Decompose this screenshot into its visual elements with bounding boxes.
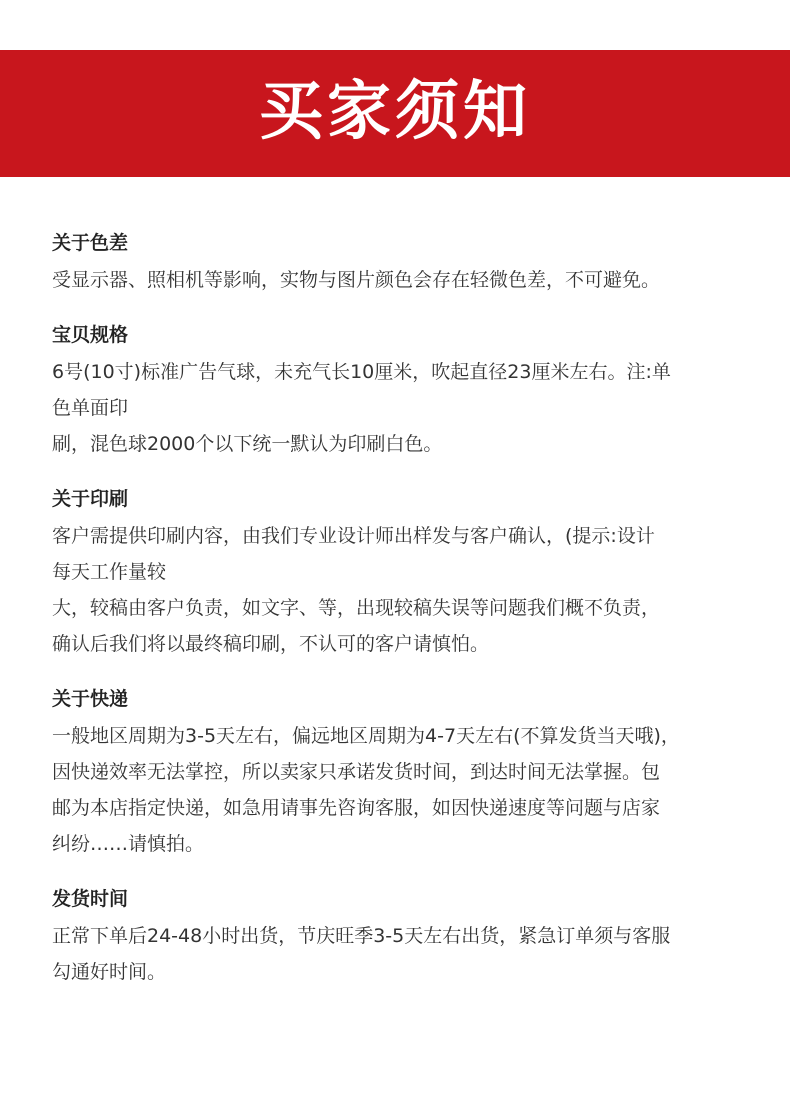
section-text-line: 正常下单后24-48小时出货，节庆旺季3-5天左右出货，紧急订单须与客服 (52, 925, 671, 947)
section-text-line: 勾通好时间。 (52, 961, 167, 983)
page-title: 买家须知 (259, 74, 531, 149)
section-product-spec (52, 320, 752, 462)
section-text-line: 6号(10寸)标准广告气球，未充气长10厘米，吹起直径23厘米左右。注:单 (52, 361, 671, 383)
section-heading: 关于快递 (52, 688, 129, 710)
section-text-line: 确认后我们将以最终稿印刷，不认可的客户请慎怕。 (52, 633, 490, 655)
section-color-difference (52, 228, 752, 298)
section-shipping-time (52, 884, 752, 990)
section-delivery (52, 684, 752, 862)
section-text-line: 每天工作量较 (52, 561, 167, 583)
section-heading: 关于印刷 (52, 488, 129, 510)
section-text-line: 刷，混色球2000个以下统一默认为印刷白色。 (52, 433, 443, 455)
section-text-line: 受显示器、照相机等影响，实物与图片颜色会存在轻微色差，不可避免。 (52, 269, 661, 291)
section-text-line: 色单面印 (52, 397, 129, 419)
section-heading: 发货时间 (52, 888, 129, 910)
section-text-line: 邮为本店指定快递，如急用请事先咨询客服，如因快递速度等问题与店家 (52, 797, 661, 819)
notice-content (52, 228, 752, 1012)
section-printing (52, 484, 752, 662)
section-text-line: 一般地区周期为3-5天左右，偏远地区周期为4-7天左右(不算发货当天哦)， (52, 725, 680, 747)
section-text-line: 纠纷……请慎拍。 (52, 833, 205, 855)
section-text-line: 大，较稿由客户负责，如文字、等，出现较稿失误等问题我们概不负责， (52, 597, 661, 619)
section-text-line: 客户需提供印刷内容，由我们专业设计师出样发与客户确认，(提示:设计 (52, 525, 655, 547)
title-banner (0, 50, 790, 177)
section-heading: 宝贝规格 (52, 324, 129, 346)
section-text-line: 因快递效率无法掌控，所以卖家只承诺发货时间，到达时间无法掌握。包 (52, 761, 661, 783)
section-heading: 关于色差 (52, 232, 129, 254)
